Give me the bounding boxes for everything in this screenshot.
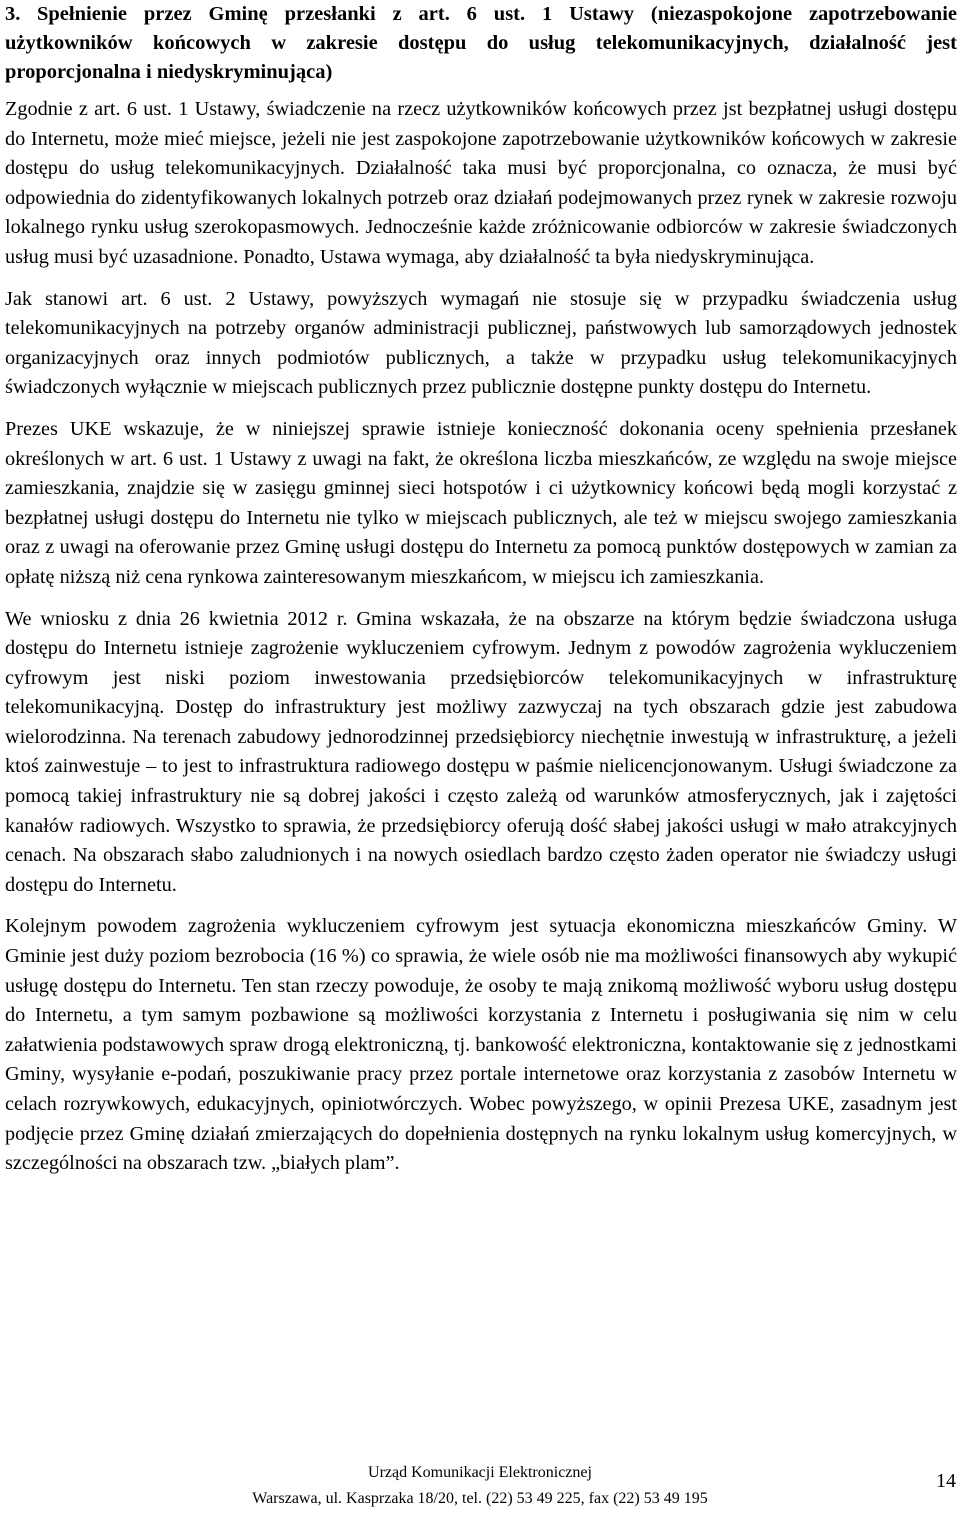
section-heading bbox=[5, 0, 957, 87]
page-footer bbox=[0, 1460, 960, 1510]
paragraph-2: Jak stanowi art. 6 ust. 2 Ustawy, powyższych wymagań nie stosuje się w przypadku świadczenia usług telekomunikacyjnych na potrzeby organów administracji publicznej, państwowych lub samorządowych jednostek organizacyjnych oraz innych podmiotów publicznych, a także w przypadku usług telekomunikacyjnych świadczonych wyłącznie w miejscach publicznych przez publicznie dostępne punkty dostępu do Internetu. bbox=[5, 287, 957, 399]
document-page bbox=[5, 0, 957, 1179]
paragraph-1: Zgodnie z art. 6 ust. 1 Ustawy, świadczenie na rzecz użytkowników końcowych przez jst bezpłatnej usługi dostępu do Internetu, może mieć miejsce, jeżeli nie jest zaspokojone zapotrzebowanie użytkowników końcowych w zakresie dostępu do usług telekomunikacyjnych. Działalność taka musi być proporcjonalna, co oznacza, że musi być odpowiednia do zidentyfikowanych lokalnych potrzeb oraz działań podejmowanych przez rynek w zakresie rozwoju lokalnego rynku usług szerokopasmowych. Jednocześnie każde zróżnicowanie odbiorców w zakresie świadczonych usług musi być uzasadnione. Ponadto, Ustawa wymaga, aby działalność ta była niedyskryminująca. bbox=[5, 98, 957, 268]
paragraph-5: Kolejnym powodem zagrożenia wykluczeniem cyfrowym jest sytuacja ekonomiczna mieszkańców Gminy. W Gminie jest duży poziom bezrobocia (16 %) co sprawia, że wiele osób nie ma możliwości finansowych aby wykupić usługę dostępu do Internetu. Ten stan rzeczy powoduje, że osoby te mają znikomą możliwość wyboru usług dostępu do Internetu, a tym samym pozbawione są możliwości korzystania z Internetu i posługiwania się nim w celu załatwienia podstawowych spraw drogą elektroniczną, tj. bankowość elektroniczna, kontaktowanie się z jednostkami Gminy, wysyłanie e-podań, poszukiwanie pracy przez portale internetowe oraz korzystania z zasobów Internetu w celach rozrywkowych, edukacyjnych, opiniotwórczych. Wobec powyższego, w opinii Prezesa UKE, zasadnym jest podjęcie przez Gminę działań zmierzających do dopełnienia dostępnych na rynku lokalnym usług komercyjnych, w szczególności na obszarach tzw. „białych plam”. bbox=[5, 915, 957, 1175]
footer-organization: Urząd Komunikacji Elektronicznej bbox=[368, 1464, 592, 1481]
paragraph-3: Prezes UKE wskazuje, że w niniejszej sprawie istnieje konieczność dokonania oceny spełnienia przesłanek określonych w art. 6 ust. 1 Ustawy z uwagi na fakt, że określona liczba mieszkańców, ze względu na swoje miejsce zamieszkania, znajdzie się w zasięgu gminnej sieci hotspotów i ci użytkownicy końcowi będą mogli korzystać z bezpłatnej usługi dostępu do Internetu nie tylko w miejscach publicznych, ale też w miejscu swojego zamieszkania oraz z uwagi na oferowanie przez Gminę usługi dostępu do Internetu za pomocą punktów dostępowych w zamian za opłatę niższą niż cena rynkowa zainteresowanym mieszkańcom, w miejscu ich zamieszkania. bbox=[5, 417, 957, 588]
section-title: Spełnienie przez Gminę przesłanki z art. 6 ust. 1 Ustawy (niezaspokojone zapotrzebowanie użytkowników końcowych w zakresie dostępu do usług telekomunikacyjnych, działalność jest proporcjonalna i niedyskryminująca) bbox=[5, 3, 957, 83]
page-number: 14 bbox=[936, 1470, 956, 1492]
paragraph-4: We wniosku z dnia 26 kwietnia 2012 r. Gmina wskazała, że na obszarze na którym będzie świadczona usługa dostępu do Internetu istnieje zagrożenie wykluczeniem cyfrowym. Jednym z powodów zagrożenia wykluczeniem cyfrowym jest niski poziom inwestowania przedsiębiorców telekomunikacyjnych w infrastrukturę telekomunikacyjną. Dostęp do infrastruktury jest możliwy zazwyczaj na tych obszarach gdzie jest zabudowa wielorodzinna. Na terenach zabudowy jednorodzinnej przedsiębiorcy niechętnie inwestują w infrastrukturę, a jeżeli ktoś zainwestuje – to jest to infrastruktura radiowego dostępu w paśmie nielicencjonowanym. Usługi świadczone za pomocą takiej infrastruktury nie są dobrej jakości i często zależą od warunków atmosferycznych, jak i zajętości kanałów radiowych. Wszystko to sprawia, że przedsiębiorcy oferują dość słabej jakości usługi w mało atrakcyjnych cenach. Na obszarach słabo zaludnionych i na nowych osiedlach bardzo często żaden operator nie świadczy usługi dostępu do Internetu. bbox=[5, 607, 957, 896]
footer-address: Warszawa, ul. Kasprzaka 18/20, tel. (22) 53 49 225, fax (22) 53 49 195 bbox=[252, 1490, 708, 1507]
section-number: 3. bbox=[5, 3, 21, 25]
footer-address-block bbox=[0, 1460, 960, 1512]
